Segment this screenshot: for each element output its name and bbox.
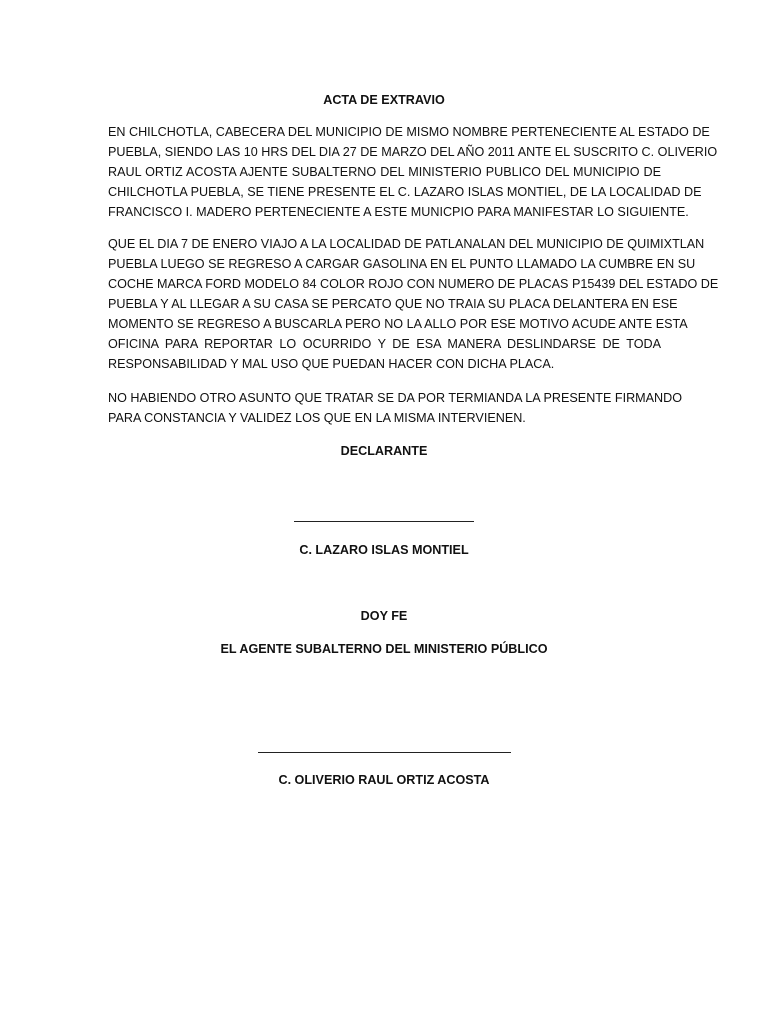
text-line: EN CHILCHOTLA, CABECERA DEL MUNICIPIO DE MISMO NOMBRE PERTENECIENTE AL ESTADO DE [108, 125, 710, 139]
paragraph-intro [108, 122, 718, 222]
paragraph-statement [108, 234, 719, 374]
text-line: RESPONSABILIDAD Y MAL USO QUE PUEDAN HACER CON DICHA PLACA. [108, 357, 555, 371]
text-line: FRANCISCO I. MADERO PERTENECIENTE A ESTE MUNICPIO PARA MANIFESTAR LO SIGUIENTE. [108, 205, 689, 219]
text-line: OFICINA PARA REPORTAR LO OCURRIDO Y DE ESA MANERA DESLINDARSE DE TODA [108, 337, 661, 351]
text-line: PUEBLA LUEGO SE REGRESO A CARGAR GASOLINA EN EL PUNTO LLAMADO LA CUMBRE EN SU [108, 257, 696, 271]
agente-signature-line [258, 752, 511, 753]
text-line: MOMENTO SE REGRESO A BUSCARLA PERO NO LA ALLO POR ESE MOTIVO ACUDE ANTE ESTA [108, 317, 688, 331]
declarante-name: C. LAZARO ISLAS MONTIEL [299, 543, 469, 557]
text-line: RAUL ORTIZ ACOSTA AJENTE SUBALTERNO DEL MINISTERIO PUBLICO DEL MUNICIPIO DE [108, 165, 661, 179]
text-line: QUE EL DIA 7 DE ENERO VIAJO A LA LOCALIDAD DE PATLANALAN DEL MUNICIPIO DE QUIMIXTLAN [108, 237, 705, 251]
declarante-heading: DECLARANTE [340, 444, 428, 458]
doy-fe-heading: DOY FE [360, 609, 408, 623]
text-line: PARA CONSTANCIA Y VALIDEZ LOS QUE EN LA MISMA INTERVIENEN. [108, 411, 526, 425]
text-line: NO HABIENDO OTRO ASUNTO QUE TRATAR SE DA POR TERMIANDA LA PRESENTE FIRMANDO [108, 391, 683, 405]
document-title: ACTA DE EXTRAVIO [323, 93, 445, 107]
text-line: PUEBLA, SIENDO LAS 10 HRS DEL DIA 27 DE MARZO DEL AÑO 2011 ANTE EL SUSCRITO C. OLIVERIO [108, 145, 718, 159]
text-line: CHILCHOTLA PUEBLA, SE TIENE PRESENTE EL C. LAZARO ISLAS MONTIEL, DE LA LOCALIDAD DE [108, 185, 702, 199]
agente-heading: EL AGENTE SUBALTERNO DEL MINISTERIO PÚBLICO [220, 642, 548, 656]
text-line: PUEBLA Y AL LLEGAR A SU CASA SE PERCATO QUE NO TRAIA SU PLACA DELANTERA EN ESE [108, 297, 678, 311]
agente-name: C. OLIVERIO RAUL ORTIZ ACOSTA [278, 773, 490, 787]
paragraph-closing [108, 388, 683, 428]
declarante-signature-line [294, 521, 474, 522]
text-line: COCHE MARCA FORD MODELO 84 COLOR ROJO CON NUMERO DE PLACAS P15439 DEL ESTADO DE [108, 277, 719, 291]
